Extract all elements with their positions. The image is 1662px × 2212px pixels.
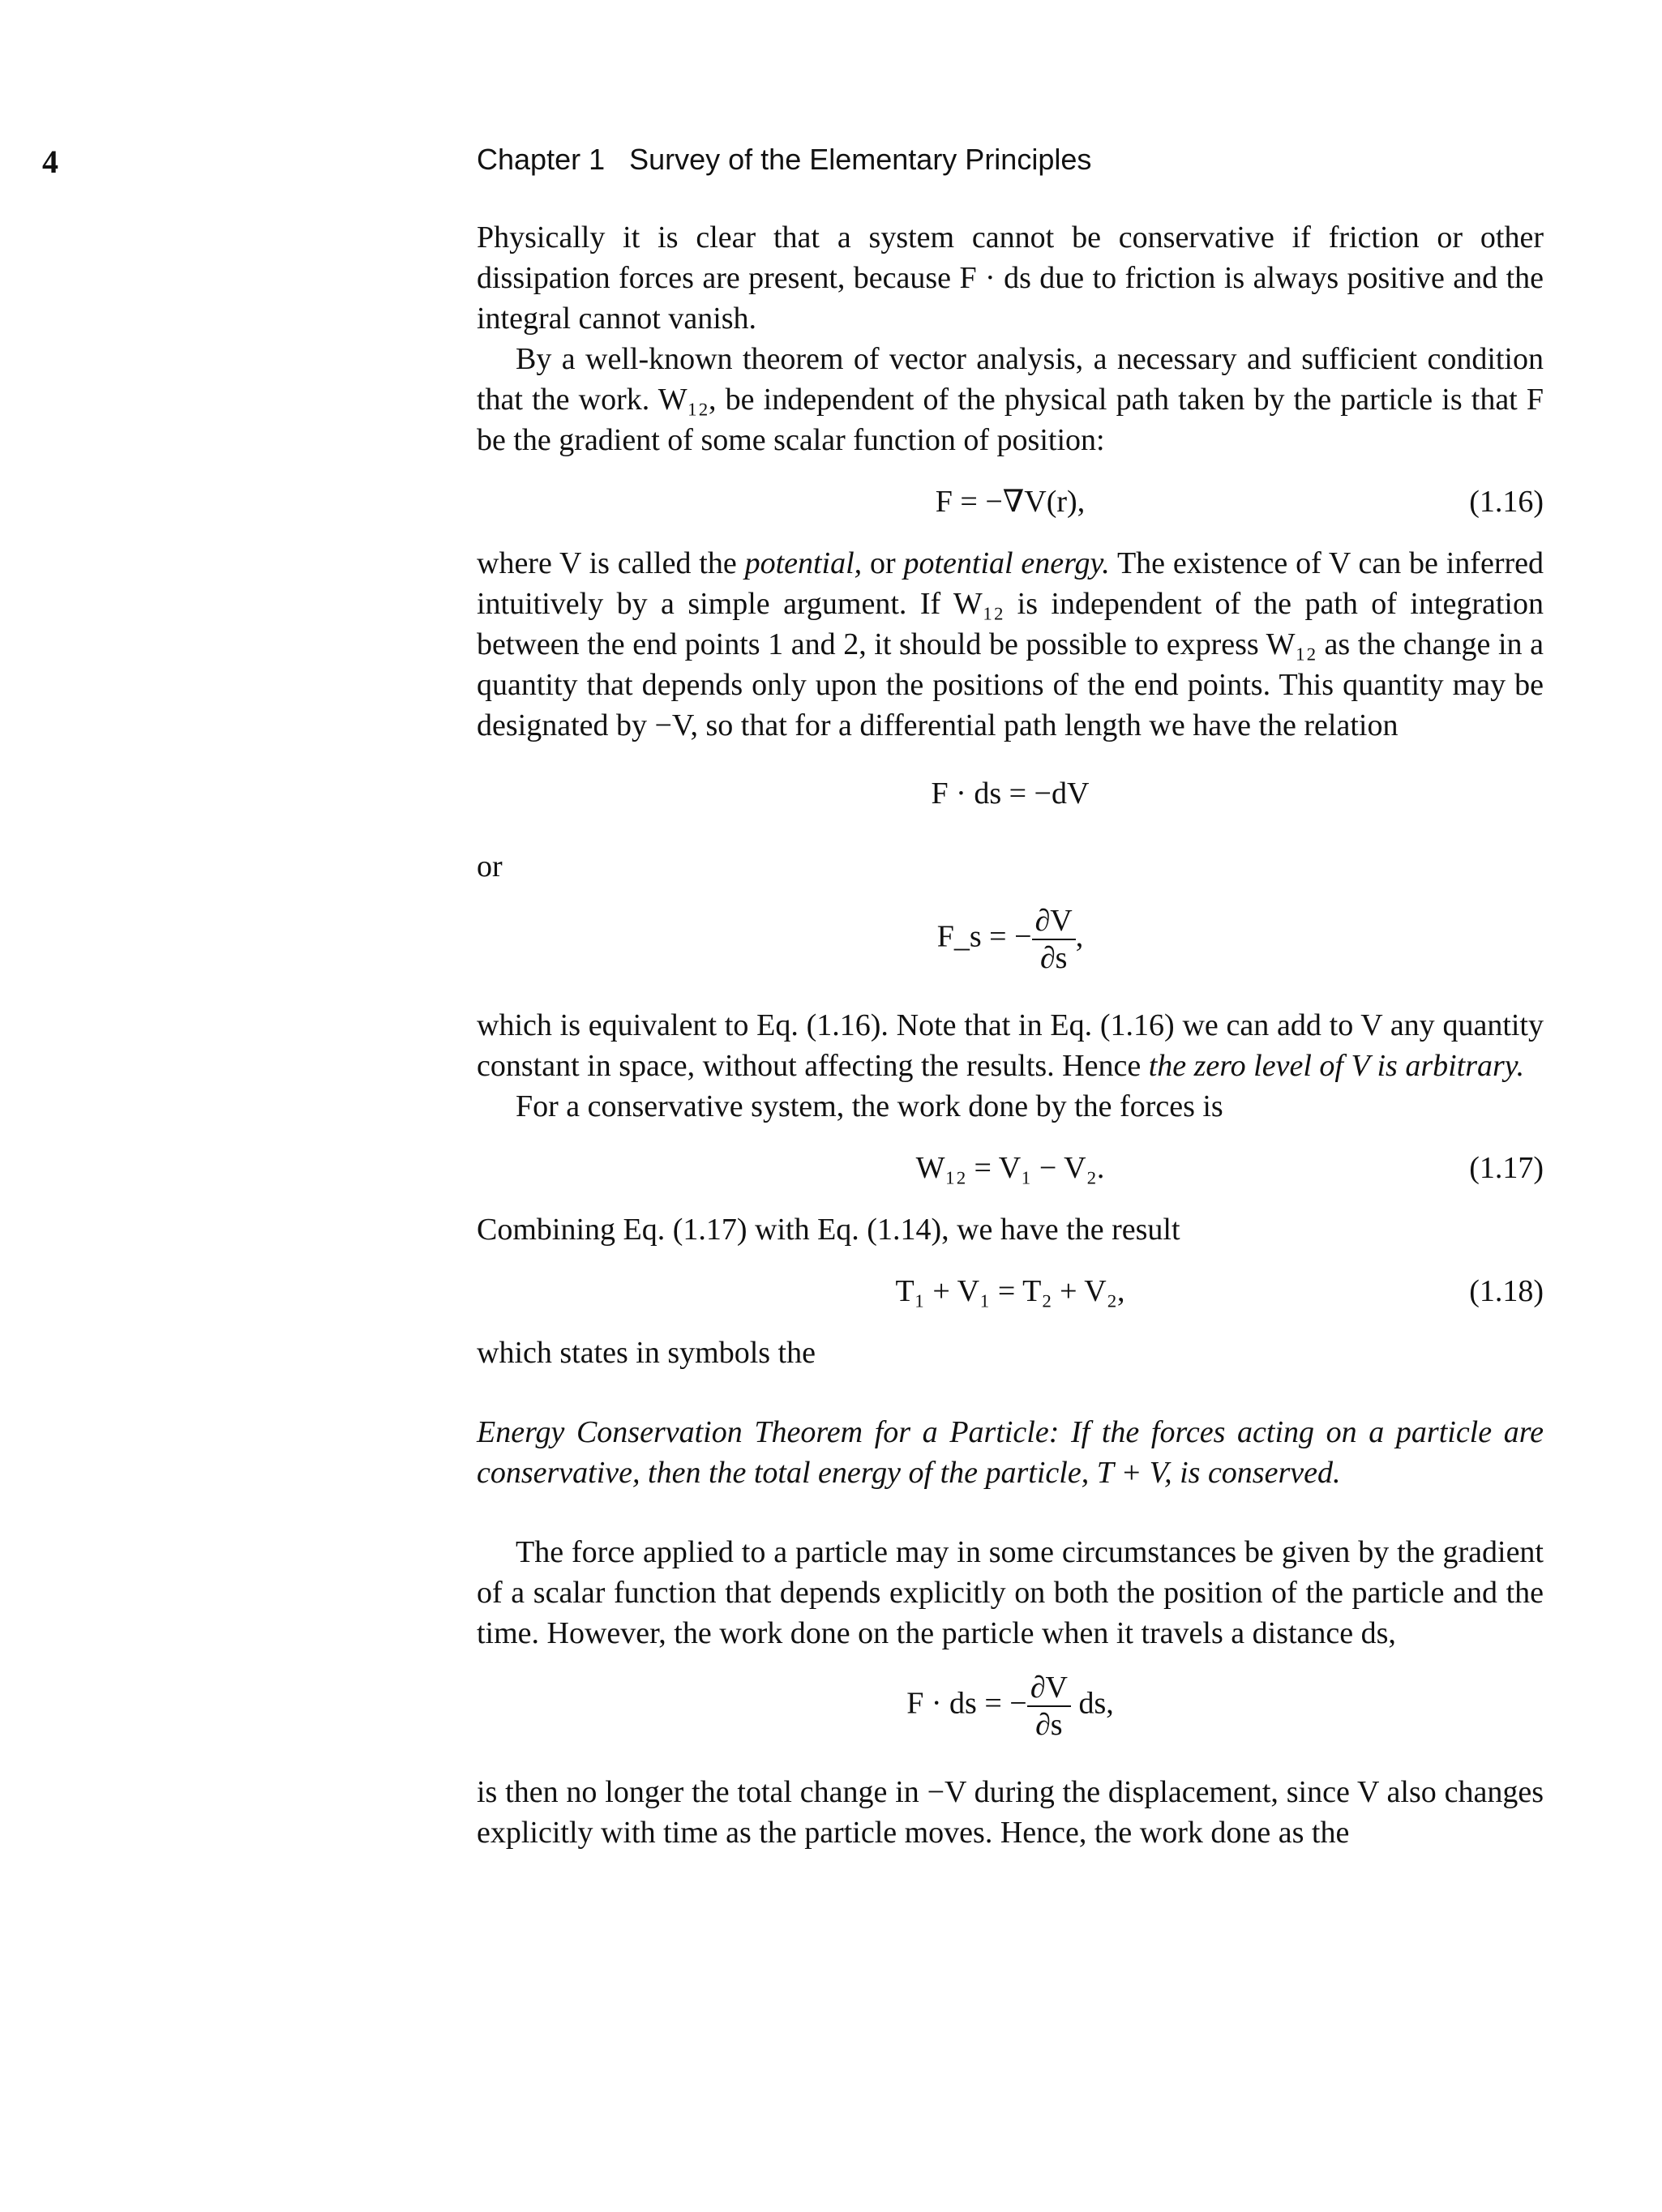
text-body (477, 217, 1544, 1853)
equation-fs-numerator: ∂V (1032, 903, 1076, 940)
paragraph-8: The force applied to a particle may in some circumstances be given by the gradient of a scalar function that depends explicitly on both the position of the particle and the time. However, the work done on the particle when it travels a distance ds, (477, 1535, 1544, 1650)
paragraph-2: By a well-known theorem of vector analysis, a necessary and sufficient condition that the work. W₁₂, be independent of the physical path taken by the particle is that F be the gradient of some scalar function of position: (477, 342, 1544, 457)
equation-1-17-expression: W₁₂ = V₁ − V₂. (915, 1151, 1105, 1185)
paragraph-4 (477, 1005, 1544, 1086)
equation-work-ds-expression (477, 1670, 1544, 1743)
equation-1-16-expression: F = −∇V(r), (935, 485, 1086, 519)
chapter-title: Survey of the Elementary Principles (629, 143, 1092, 176)
equation-fs-denominator: ∂s (1039, 941, 1068, 975)
paragraph-4-text: which is equivalent to Eq. (1.16). Note that in Eq. (1.16) we can add to V any quantity constant in space, without affecting the results. Hence (477, 1008, 1544, 1083)
equation-work-ds-lhs: F · ds = − (906, 1686, 1027, 1721)
paragraph-3 (477, 543, 1544, 746)
equation-1-16-number: (1.16) (1469, 485, 1544, 519)
equation-fs-lhs: F_s = − (936, 919, 1032, 954)
equation-1-17-number: (1.17) (1469, 1151, 1544, 1185)
chapter-label: Chapter 1 (477, 143, 606, 176)
page-number: 4 (42, 143, 58, 180)
equation-1-18-expression: T₁ + V₁ = T₂ + V₂, (895, 1274, 1125, 1308)
equation-work-ds-tail: ds, (1070, 1686, 1114, 1721)
equation-fds (477, 773, 1544, 814)
paragraph-6: Combining Eq. (1.17) with Eq. (1.14), we have the result (477, 1213, 1180, 1247)
paragraph-4-emphasis: the zero level of V is arbitrary. (1148, 1049, 1525, 1083)
or-label: or (477, 849, 503, 884)
equation-fs (477, 903, 1544, 984)
equation-work-ds-denominator: ∂s (1035, 1708, 1063, 1742)
paragraph-1: Physically it is clear that a system cannot be conservative if friction or other dissipation forces are present, because F · ds due to friction is always positive and the integral cannot vanish. (477, 220, 1544, 336)
paragraph-5: For a conservative system, the work done by the forces is (516, 1089, 1223, 1123)
equation-fds-expression: F · ds = −dV (931, 777, 1090, 811)
equation-1-16 (477, 481, 1544, 522)
equation-work-ds-numerator: ∂V (1027, 1670, 1071, 1707)
equation-fs-fraction (1032, 903, 1076, 976)
term-potential-energy: potential energy. (903, 546, 1110, 580)
equation-1-18-number: (1.18) (1469, 1274, 1544, 1308)
paragraph-3-part-a: where V is called the (477, 546, 745, 580)
paragraph-3-part-c: The existence of V can be inferred intuitively by a simple argument. If W₁₂ is independent of the path of integration between the end points 1 and 2, it should be possible to express W₁₂ as the change in a quantity that depends only upon the positions of the end points. This quantity may be designated by −V, so that for a differential path length we have the relation (477, 546, 1544, 742)
term-potential: potential, (744, 546, 863, 580)
equation-fs-tail: , (1075, 919, 1084, 954)
equation-work-ds (477, 1670, 1544, 1751)
equation-1-17 (477, 1148, 1544, 1188)
equation-1-18 (477, 1271, 1544, 1311)
paragraph-9: is then no longer the total change in −V during the displacement, since V also changes explicitly with time as the particle moves. Hence, the work done as the (477, 1775, 1544, 1850)
equation-fs-expression (477, 903, 1544, 976)
running-head (477, 143, 1091, 177)
paragraph-3-part-b: or (862, 546, 904, 580)
energy-conservation-theorem: Energy Conservation Theorem for a Particle: If the forces acting on a particle are conservative, then the total energy of the particle, T + V, is conserved. (477, 1415, 1544, 1490)
equation-work-ds-fraction (1027, 1670, 1071, 1743)
paragraph-7: which states in symbols the (477, 1336, 816, 1370)
